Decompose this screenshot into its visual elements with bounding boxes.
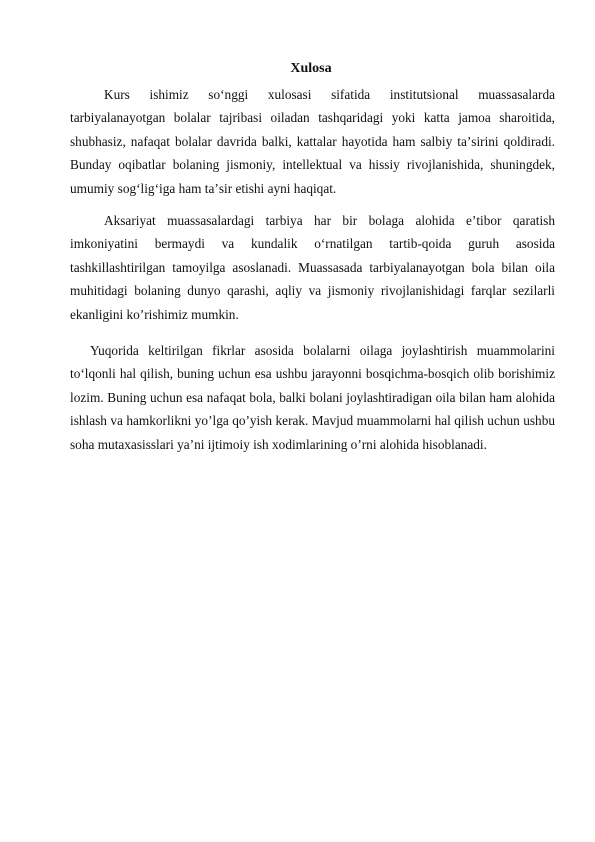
paragraph-2: Aksariyat muassasalardagi tarbiya har bir bolaga alohida eʼtibor qaratish imkoniyatini bermaydi va kundalik oʻrnatilgan tartib-qoida guruh asosida tashkillashtirilgan tamoyilga asoslanadi. Muassasada tarbiyalanayotgan bola bilan oila muhitidagi bolaning dunyo qarashi, aqliy va jismoniy rivojlanishidagi farqlar sezilarli ekanligini ko’rishimiz mumkin. <box>70 213 555 322</box>
paragraph-1: Kurs ishimiz soʻnggi xulosasi sifatida institutsional muassasalarda tarbiyalanayotgan bolalar tajribasi oiladan tashqaridagi yoki katta jamoa sharoitida, shubhasiz, nafaqat bolalar davrida balki, kattalar hayotida ham salbiy taʼsirini qoldiradi. Bunday oqibatlar bolaning jismoniy, intellektual va hissiy rivojlanishida, shuningdek, umumiy sogʻligʻiga ham taʼsir etishi ayni haqiqat. <box>70 87 555 196</box>
paragraph-3: Yuqorida keltirilgan fikrlar asosida bolalarni oilaga joylashtirish muammolarini toʻlqonli hal qilish, buning uchun esa ushbu jarayonni bosqichma-bosqich olib borishimiz lozim. Buning uchun esa nafaqat bola, balki bolani joylashtiradigan oila bilan ham alohida ishlash va hamkorlikni yo’lga qo’yish kerak. Mavjud muammolarni hal qilish uchun ushbu soha mutaxasisslari ya’ni ijtimoiy ish xodimlarining o’rni alohida hisoblanadi. <box>70 343 555 452</box>
page-title: Xulosa <box>290 61 332 76</box>
